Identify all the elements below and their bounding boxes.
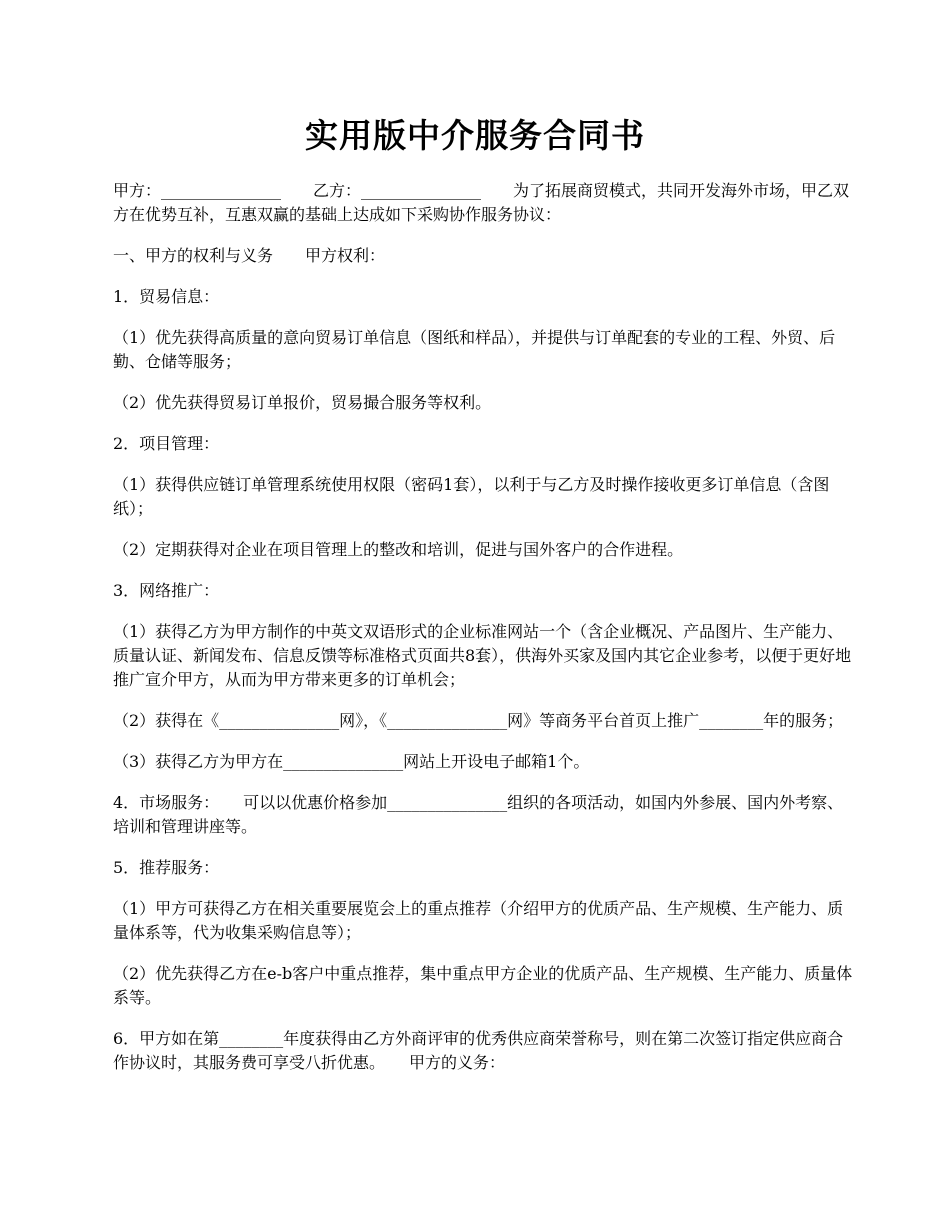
- document-title: 实用版中介服务合同书: [305, 116, 645, 155]
- paragraph-intro: 甲方：_______________ 乙方：_______________ 为了拓展商贸模式，共同开发海外市场，甲乙双方在优势互补，互惠双赢的基础上达成如下采购协作服务协议：: [113, 181, 850, 224]
- paragraph-network-3: （3）获得乙方为甲方在_______________网站上开设电子邮箱1个。: [113, 752, 590, 771]
- paragraph-discount: 6．甲方如在第________年度获得由乙方外商评审的优秀供应商荣誉称号，则在第二次签订指定供应商合作协议时，其服务费可享受八折优惠。 甲方的义务：: [113, 1029, 844, 1072]
- document-body: [113, 179, 858, 1092]
- paragraph-network-heading: 3．网络推广：: [113, 581, 220, 600]
- paragraph-network-2: （2）获得在《_______________网》，《_______________网》等商务平台首页上推广________年的服务；: [113, 711, 844, 730]
- paragraph-trade-info-heading: 1．贸易信息：: [113, 287, 220, 306]
- paragraph-trade-info-2: （2）优先获得贸易订单报价，贸易撮合服务等权利。: [113, 393, 492, 412]
- paragraph-recommend-1: （1）甲方可获得乙方在相关重要展览会上的重点推荐（介绍甲方的优质产品、生产规模、生产能力、质量体系等，代为收集采购信息等）；: [113, 899, 844, 942]
- paragraph-project-1: （1）获得供应链订单管理系统使用权限（密码1套），以利于与乙方及时操作接收更多订单信息（含图纸）；: [113, 475, 830, 518]
- paragraph-network-1: （1）获得乙方为甲方制作的中英文双语形式的企业标准网站一个（含企业概况、产品图片、生产能力、质量认证、新闻发布、信息反馈等标准格式页面共8套），供海外买家及国内其它企业参考，以便于更好地推广宣介甲方，从而为甲方带来更多的订单机会；: [113, 622, 852, 689]
- paragraph-trade-info-1: （1）优先获得高质量的意向贸易订单信息（图纸和样品），并提供与订单配套的专业的工程、外贸、后勤、仓储等服务；: [113, 328, 836, 371]
- paragraph-recommend-2: （2）优先获得乙方在e-b客户中重点推荐，集中重点甲方企业的优质产品、生产规模、生产能力、质量体系等。: [113, 964, 853, 1007]
- paragraph-recommend-heading: 5．推荐服务：: [113, 858, 220, 877]
- paragraph-project-heading: 2．项目管理：: [113, 434, 220, 453]
- paragraph-project-2: （2）定期获得对企业在项目管理上的整改和培训，促进与国外客户的合作进程。: [113, 540, 684, 559]
- paragraph-market-service: 4．市场服务： 可以以优惠价格参加_______________组织的各项活动，如国内外参展、国内外考察、培训和管理讲座等。: [113, 793, 844, 836]
- paragraph-section-heading: 一、甲方的权利与义务 甲方权利：: [113, 246, 386, 265]
